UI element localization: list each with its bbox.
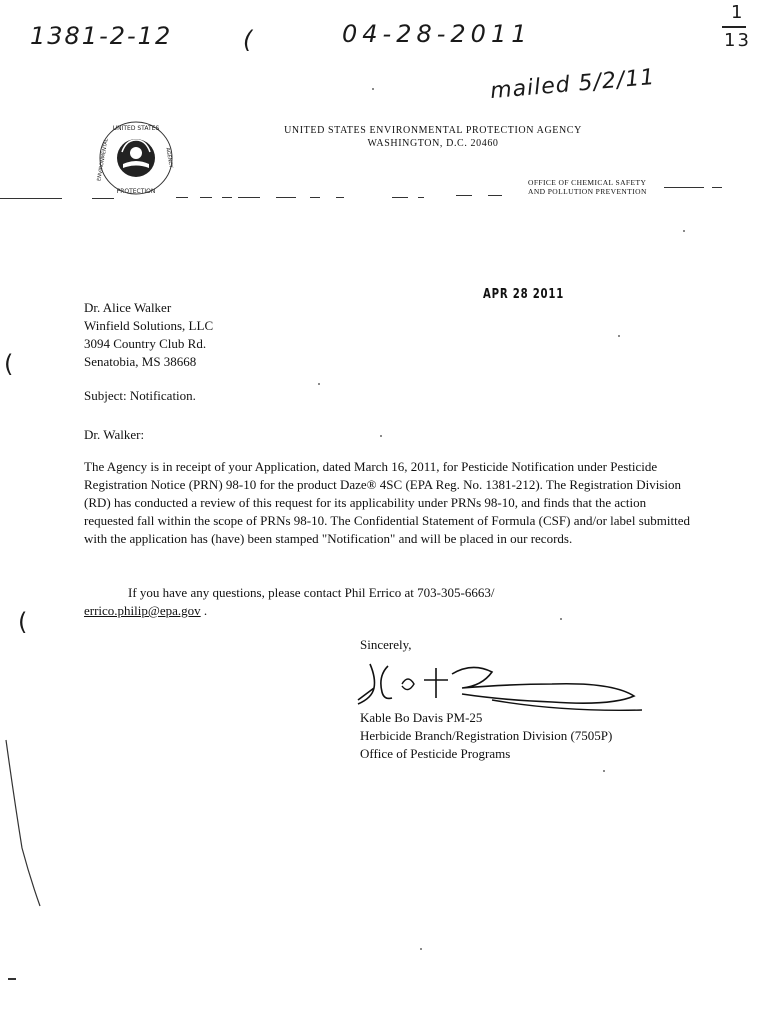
seal-text-bottom: PROTECTION [116, 188, 156, 195]
contact-end: . [200, 603, 208, 618]
contact-paragraph [84, 584, 684, 620]
body-paragraph: The Agency is in receipt of your Application, dated March 16, 2011, for Pesticide Notification under Pesticide Registration Notice (PRN) 98-10 for the product Daze® 4SC (EPA Reg. No. 1381-212). The Registration Division (RD) has conducted a review of this request for its applicability under PRNs 98-10, and finds that the action requested fall within the scope of PRNs 98-10. The Confidential Statement of Formula (CSF) and/or label submitted with the application has (have) been stamped "Notification" and will be placed in our records. [84, 459, 690, 546]
handwritten-page-top: 1 [731, 2, 745, 23]
margin-tick [8, 978, 16, 980]
seal-text-top: UNITED STATES [112, 125, 160, 132]
epa-seal-logo [96, 118, 176, 198]
contact-email-line [84, 602, 684, 620]
recipient-city: Senatobia, MS 38668 [84, 354, 197, 369]
margin-edge-line [4, 738, 44, 908]
handwritten-date: 04-28-2011 [342, 20, 532, 48]
page-fraction-bar [722, 26, 746, 28]
subject-line: Subject: Notification. [84, 388, 196, 403]
agency-name: UNITED STATES ENVIRONMENTAL PROTECTION AGENCY [284, 125, 582, 136]
seal-text-left: ENVIRONMENTAL [96, 138, 110, 182]
agency-city: WASHINGTON, D.C. 20460 [367, 138, 499, 149]
seal-text-right: AGENCY [164, 147, 174, 169]
handwritten-page-bottom: 13 [724, 30, 751, 51]
contact-text: If you have any questions, please contact Phil Errico at 703-305-6663/ [128, 585, 495, 600]
closing: Sincerely, [360, 637, 412, 652]
recipient-name: Dr. Alice Walker [84, 300, 172, 315]
signer-office: Office of Pesticide Programs [360, 746, 511, 761]
salutation: Dr. Walker: [84, 427, 145, 442]
margin-paren-2: ( [18, 608, 30, 636]
handwritten-paren: ( [243, 26, 255, 54]
received-date-stamp: APR 28 2011 [483, 287, 565, 302]
office-line-1: OFFICE OF CHEMICAL SAFETY [528, 178, 647, 187]
contact-email-link[interactable]: errico.philip@epa.gov [84, 603, 201, 618]
recipient-company: Winfield Solutions, LLC [84, 318, 214, 333]
office-line-2: AND POLLUTION PREVENTION [528, 187, 647, 196]
margin-paren-1: ( [4, 350, 16, 378]
handwritten-file-number: 1381-2-12 [30, 22, 173, 50]
signer-name: Kable Bo Davis PM-25 [360, 710, 483, 725]
letterhead-agency [268, 124, 598, 150]
signature-block [360, 709, 612, 763]
recipient-address [84, 299, 213, 371]
handwritten-mailed-note: mailed 5/2/11 [489, 64, 657, 105]
signer-branch: Herbicide Branch/Registration Division (7505P) [360, 728, 613, 743]
recipient-street: 3094 Country Club Rd. [84, 336, 207, 351]
office-block [528, 178, 647, 196]
